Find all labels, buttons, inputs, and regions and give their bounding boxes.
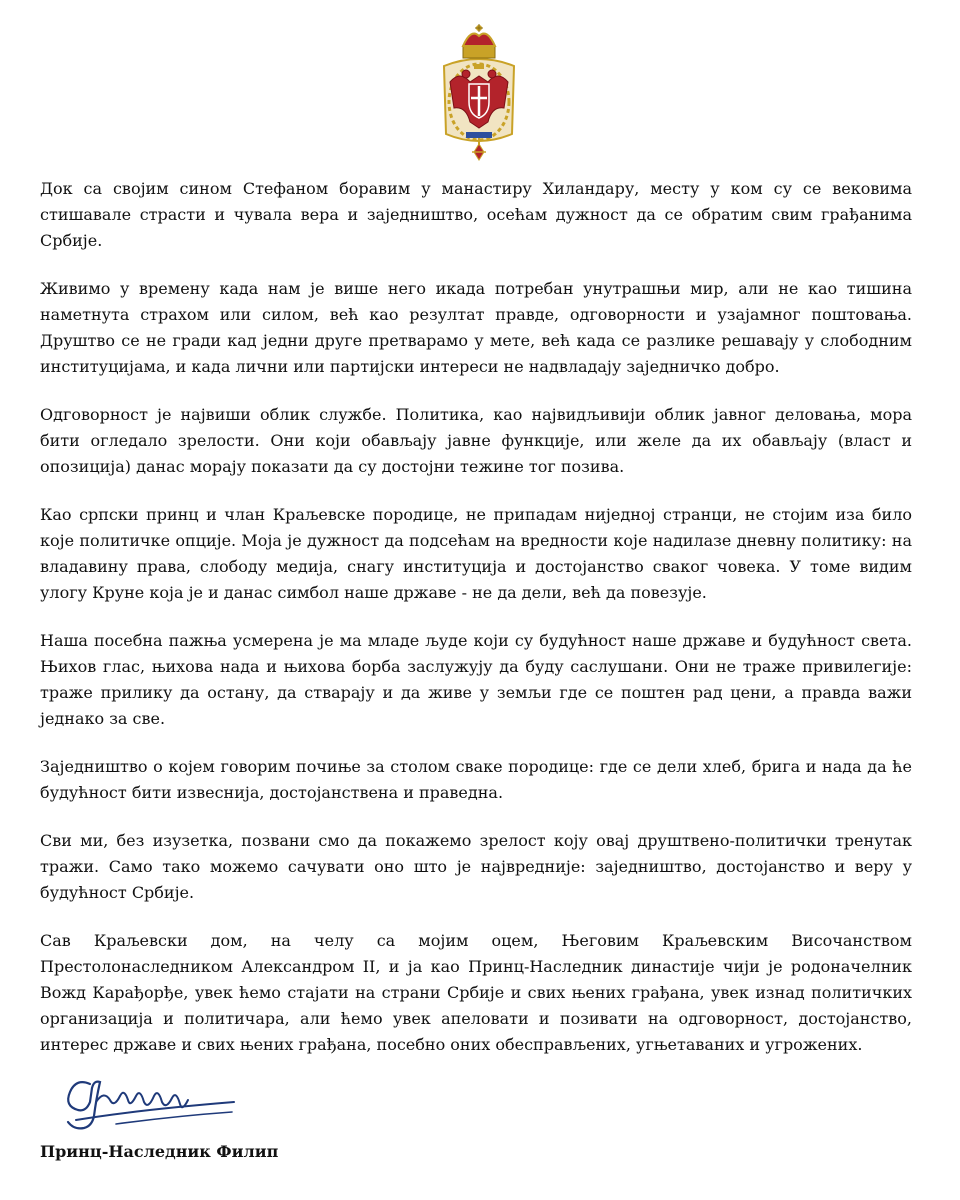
letter-paragraph: Сав Краљевски дом, на челу са мојим оцем, Његовим Краљевским Височанством Престолонаследником Александром II, и ја као Принц-Наследник династије чији је родоначелник Вожд Карађорђе, увек ћемо стајати на страни Србије и свих њених грађана, увек изнад политичких организација и политичара, али ћемо увек апеловати и позивати на одговорност, достојанство, интерес државе и свих њених грађана, посебно оних обесправљених, угњетаваних и угрожених. bbox=[40, 931, 912, 1054]
letter-body bbox=[40, 176, 912, 1080]
letter-paragraph: Заједништво о којем говорим почиње за столом сваке породице: где се дели хлеб, брига и нада да ће будућност бити извеснија, достојанствена и праведна. bbox=[40, 757, 912, 802]
royal-coat-of-arms-icon bbox=[436, 22, 522, 162]
handwritten-signature-icon bbox=[56, 1072, 246, 1134]
letter-paragraph: Наша посебна пажња усмерена је ма младе људе који су будућност наше државе и будућност света. Њихов глас, њихова нада и њихова борба заслужују да буду саслушани. Они не траже привилегије: траже прилику да остану, да стварају и да живе у земљи где се поштен рад цени, а правда важи једнако за све. bbox=[40, 631, 912, 728]
letter-paragraph: Као српски принц и члан Краљевске породице, не припадам ниједној странци, не стојим иза било које политичке опције. Моја је дужност да подсећам на вредности које надилазе дневну политику: на владавину права, слободу медија, снагу институција и достојанство сваког човека. У томе видим улогу Круне која је и данас симбол наше државе - не да дели, већ да повезује. bbox=[40, 505, 912, 602]
signature-name: Принц-Наследник Филип bbox=[40, 1142, 279, 1161]
letter-paragraph: Одговорност је највиши облик службе. Политика, као највидљивији облик јавног деловања, мора бити огледало зрелости. Они који обављају јавне функције, или желе да их обављају (власт и опозиција) данас морају показати да су достојни тежине тог позива. bbox=[40, 405, 912, 476]
letter-paragraph: Живимо у времену када нам је више него икада потребан унутрашњи мир, али не као тишина наметнута страхом или силом, већ као резултат правде, одговорности и узајамног поштовања. Друштво се не гради кад једни друге претварамо у мете, већ када се разлике решавају у слободним институцијама, и када лични или партијски интереси не надвладају заједничко добро. bbox=[40, 279, 912, 376]
letter-paragraph: Сви ми, без изузетка, позвани смо да покажемо зрелост коју овај друштвено-политички тренутак тражи. Само тако можемо сачувати оно што је највредније: заједништво, достојанство и веру у будућност Србије. bbox=[40, 831, 912, 902]
letter-paragraph: Док са својим сином Стефаном боравим у манастиру Хиландару, месту у ком су се вековима стишавале страсти и чувала вера и заједништво, осећам дужност да се обратим свим грађанима Србије. bbox=[40, 179, 912, 250]
